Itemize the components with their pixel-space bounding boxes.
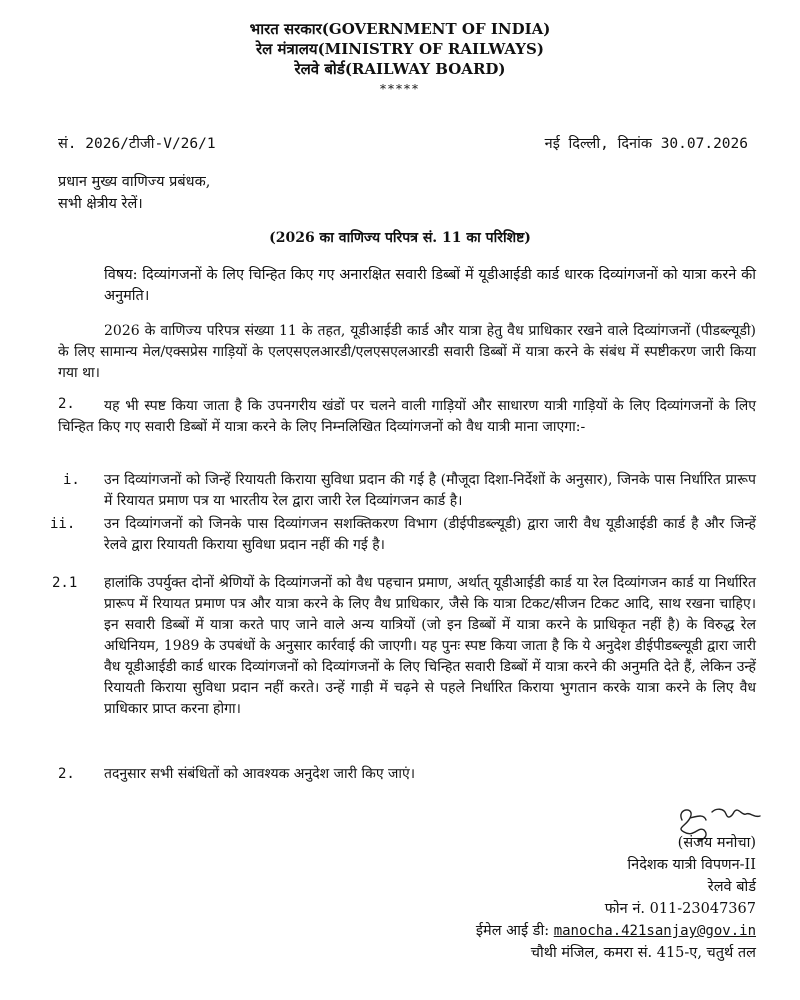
letterhead-government: भारत सरकार(GOVERNMENT OF INDIA) — [249, 20, 551, 38]
subject: विषय: दिव्यांगजनों के लिए चिन्हित किए गए अनारक्षित सवारी डिब्बों में यूडीआईडी कार्ड धारक दिव्यांगजनों को यात्रा करने की अनुमति। — [104, 267, 756, 304]
signatory-name: (संजय मनोचा) — [677, 835, 756, 851]
item-ii-text: उन दिव्यांगजनों को जिनके पास दिव्यांगजन सशक्तिकरण विभाग (डीईपीडब्ल्यूडी) द्वारा जारी वैध यूडीआईडी कार्ड है और जिन्हें रेलवे द्वारा रियायती किराया सुविधा प्रदान नहीं की गई है। — [104, 516, 756, 553]
paragraph-final: तदनुसार सभी संबंधितों को आवश्यक अनुदेश जारी किए जाएं। — [104, 766, 416, 782]
email-label: ईमेल आई डी: — [475, 923, 550, 939]
annex-title: (2026 का वाणिज्य परिपत्र सं. 11 का परिशिष्ट) — [269, 230, 531, 246]
signatory-office: रेलवे बोर्ड — [707, 879, 756, 895]
addressee-line-1: प्रधान मुख्य वाणिज्य प्रबंधक, — [58, 174, 211, 190]
letterhead-ministry: रेल मंत्रालय(MINISTRY OF RAILWAYS) — [256, 40, 544, 58]
item-ii-number: ii. — [50, 516, 76, 532]
letterhead-board: रेलवे बोर्ड(RAILWAY BOARD) — [294, 60, 506, 78]
letterhead-stars: ***** — [380, 82, 420, 96]
paragraph-2-1-number: 2.1 — [52, 575, 78, 591]
paragraph-2: यह भी स्पष्ट किया जाता है कि उपनगरीय खंडों पर चलने वाली गाड़ियों और साधारण यात्री गाड़ियों के लिए दिव्यांगजनों के लिए चिन्हित किए गए सवारी डिब्बों में यात्रा करने के लिए निम्नलिखित दिव्यांगजनों को वैध यात्री माना जाएगा:- — [58, 398, 756, 435]
item-i-text: उन दिव्यांगजनों को जिन्हें रियायती किराया सुविधा प्रदान की गई है (मौजूदा दिशा-निर्देशों के अनुसार), जिनके पास निर्धारित प्रारूप में रियायत प्रमाण पत्र या भारतीय रेल द्वारा जारी रेल दिव्यांगजन कार्ड है। — [104, 472, 756, 509]
reference-number: सं. 2026/टीजी-V/26/1 — [58, 136, 216, 152]
paragraph-1: 2026 के वाणिज्य परिपत्र संख्या 11 के तहत, यूडीआईडी कार्ड और यात्रा हेतु वैध प्राधिकार रखने वाले दिव्यांगजनों (पीडब्ल्यूडी) के लिए सामान्य मेल/एक्सप्रेस गाड़ियों के एलएसएलआरडी/एलएसएलआरडी सवारी डिब्बों में यात्रा करने के संबंध में स्पष्टीकरण जारी किया गया था। — [58, 323, 756, 381]
signatory-address: चौथी मंजिल, कमरा सं. 415-ए, चतुर्थ तल — [530, 945, 756, 961]
paragraph-2-number: 2. — [58, 396, 75, 412]
paragraph-2-1: हालांकि उपर्युक्त दोनों श्रेणियों के दिव्यांगजनों को वैध पहचान प्रमाण, अर्थात् यूडीआईडी कार्ड या रेल दिव्यांगजन कार्ड या निर्धारित प्रारूप में रियायत प्रमाण पत्र और यात्रा करने के लिए वैध प्राधिकार, जैसे कि यात्रा टिकट/सीजन टिकट आदि, साथ रखना चाहिए। इन सवारी डिब्बों में यात्रा करते पाए जाने वाले अन्य यात्रियों (जो इन डिब्बों में यात्रा करने के प्राधिकृत नहीं है) के विरुद्ध रेल अधिनियम, 1989 के उपबंधों के अनुसार कार्रवाई की जाएगी। यह पुनः स्पष्ट किया जाता है कि ये अनुदेश डीईपीडब्ल्यूडी द्वारा जारी वैध यूडीआईडी कार्ड धारक दिव्यांगजनों को दिव्यांगजनों के लिए चिन्हित सवारी डिब्बों में यात्रा करने की अनुमति देते हैं, लेकिन उन्हें रियायती किराया सुविधा प्रदान नहीं करते। उन्हें गाड़ी में चढ़ने से पहले निर्धारित किराया भुगतान करके यात्रा करने के लिए वैध प्राधिकार प्राप्त करना होगा। — [104, 575, 756, 717]
signatory-email-line — [476, 920, 756, 940]
paragraph-final-number: 2. — [58, 766, 75, 782]
place-and-date: नई दिल्ली, दिनांक 30.07.2026 — [544, 136, 748, 152]
signatory-phone: फोन नं. 011-23047367 — [604, 901, 756, 917]
item-i-number: i. — [63, 472, 80, 488]
email-link[interactable]: manocha.421sanjay@gov.in — [553, 923, 756, 939]
signatory-designation: निदेशक यात्री विपणन-II — [627, 857, 756, 873]
addressee-line-2: सभी क्षेत्रीय रेलें। — [58, 196, 143, 212]
